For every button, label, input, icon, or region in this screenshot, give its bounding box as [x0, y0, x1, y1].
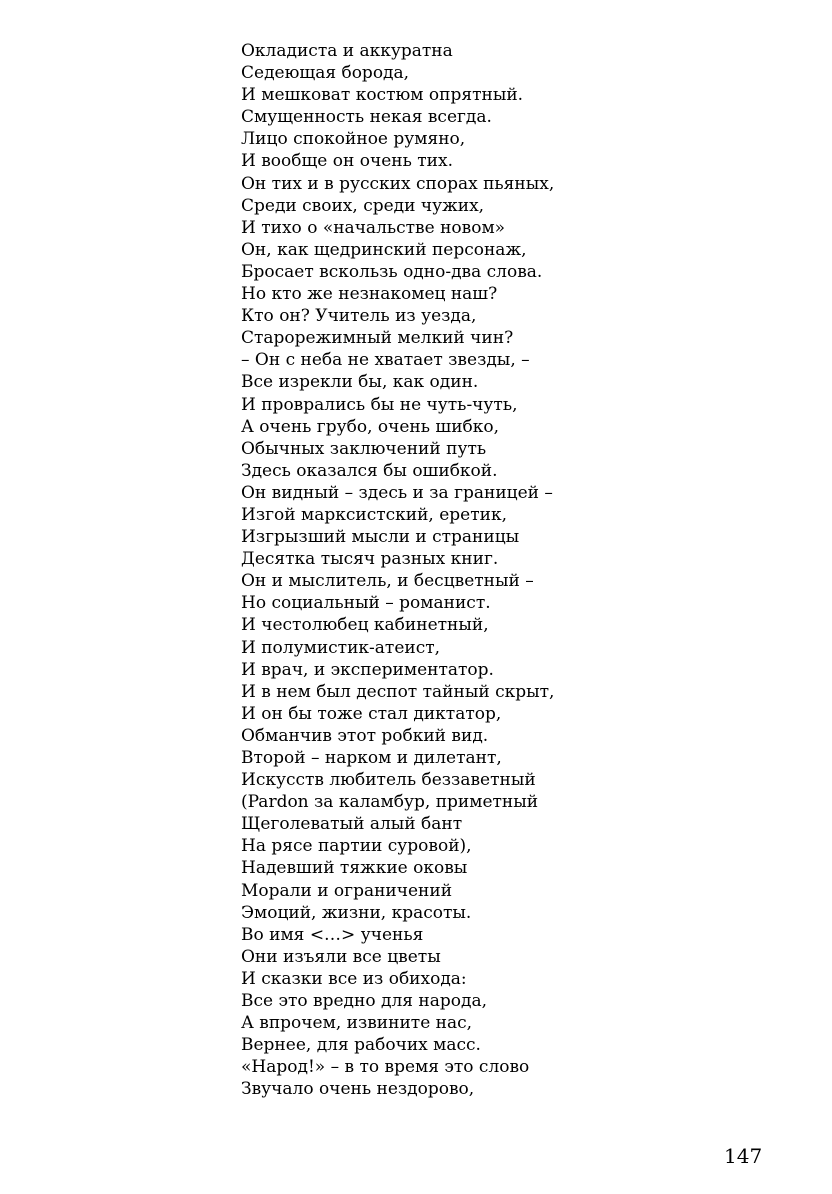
poem-line: И он бы тоже стал диктатор, — [241, 703, 502, 724]
poem-line: Эмоций, жизни, красоты. — [241, 902, 472, 923]
poem-line: Звучало очень нездорово, — [241, 1079, 475, 1100]
poem-line: И врач, и экспериментатор. — [241, 659, 494, 680]
poem-line: Он видный – здесь и за границей – — [241, 482, 553, 503]
poem-line: И сказки все из обихода: — [241, 968, 467, 989]
poem-line: И вообще он очень тих. — [241, 151, 453, 172]
poem-line: Изгрызший мысли и страницы — [241, 527, 520, 548]
poem-line: Окладиста и аккуратна — [241, 41, 453, 61]
poem-line: Во имя <…> ученья — [241, 924, 424, 945]
poem-line: А впрочем, извините нас, — [241, 1013, 473, 1034]
poem-line: И мешковат костюм опрятный. — [241, 85, 524, 106]
poem-line: Морали и ограничений — [241, 880, 453, 901]
poem-line: Надевший тяжкие оковы — [241, 858, 468, 879]
poem-line: Искусств любитель беззаветный — [241, 770, 536, 791]
poem-line: Десятка тысяч разных книг. — [241, 549, 499, 570]
poem-line: И полумистик-атеист, — [241, 637, 441, 658]
poem-line: Он тих и в русских спорах пьяных, — [241, 173, 555, 194]
poem-line: На рясе партии суровой), — [241, 836, 472, 857]
poem-line: И тихо о «начальстве новом» — [241, 217, 506, 238]
poem-text — [241, 40, 554, 1101]
poem-line: Кто он? Учитель из уезда, — [241, 306, 477, 327]
poem-line: Обманчив этот робкий вид. — [241, 725, 489, 746]
poem-line: Все это вредно для народа, — [241, 991, 487, 1012]
poem-line: И в нем был деспот тайный скрыт, — [241, 681, 555, 702]
poem-line: Седеющая борода, — [241, 63, 410, 84]
poem-line: Все изрекли бы, как один. — [241, 372, 479, 393]
poem-line: И проврались бы не чуть-чуть, — [241, 394, 518, 415]
poem-line: Он и мыслитель, и бесцветный – — [241, 571, 534, 592]
poem-line: Изгой марксистский, еретик, — [241, 504, 507, 525]
poem-line: Но кто же незнакомец наш? — [241, 284, 498, 305]
poem-line: Среди своих, среди чужих, — [241, 195, 485, 216]
poem-line: «Народ!» – в то время это слово — [241, 1057, 530, 1078]
poem-line: Второй – нарком и дилетант, — [241, 748, 502, 768]
poem-line: Обычных заключений путь — [241, 438, 487, 459]
poem-line: – Он с неба не хватает звезды, – — [241, 350, 530, 371]
poem-line: Бросает вскользь одно-два слова. — [241, 261, 543, 282]
page-number: 147 — [724, 1144, 763, 1168]
poem-line: Но социальный – романист. — [241, 593, 491, 614]
poem-line: Старорежимный мелкий чин? — [241, 328, 514, 349]
poem-line: (Pardon за каламбур, приметный — [241, 792, 539, 813]
poem-line: Смущенность некая всегда. — [241, 107, 492, 128]
poem-line: Щеголеватый алый бант — [241, 814, 463, 835]
poem-line: Они изъяли все цветы — [241, 946, 441, 967]
poem-line: А очень грубо, очень шибко, — [241, 416, 500, 437]
poem-line: Вернее, для рабочих масс. — [241, 1035, 481, 1056]
poem-line: Здесь оказался бы ошибкой. — [241, 460, 498, 481]
poem-line: Он, как щедринский персонаж, — [241, 239, 527, 260]
poem-line: Лицо спокойное румяно, — [241, 129, 466, 150]
poem-line: И честолюбец кабинетный, — [241, 615, 489, 636]
